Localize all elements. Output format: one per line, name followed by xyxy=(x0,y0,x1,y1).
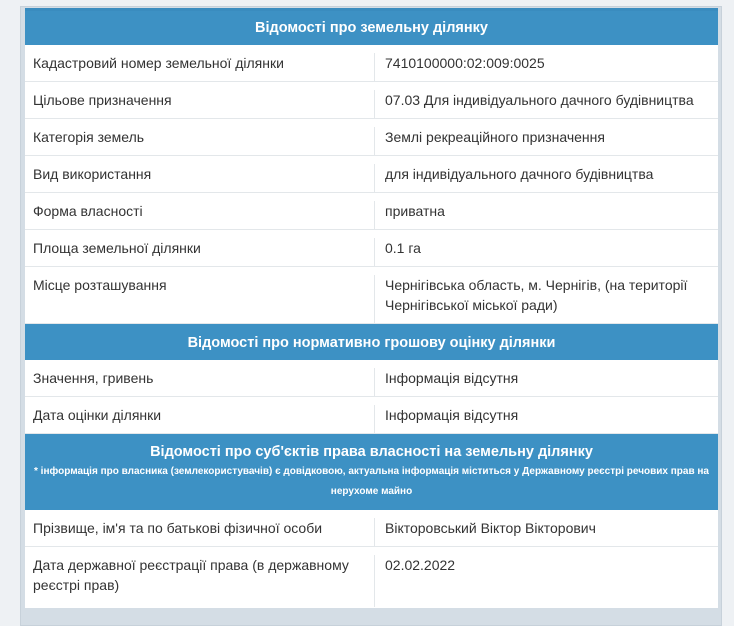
table-row-owner-name xyxy=(25,510,718,547)
table-row-usage-type xyxy=(25,156,718,193)
table-row-location xyxy=(25,267,718,324)
table-row-registration-date xyxy=(25,547,718,607)
row-label: Вид використання xyxy=(25,164,375,192)
row-value: 0.1 га xyxy=(385,240,421,256)
row-label: Місце розташування xyxy=(25,275,375,323)
row-label: Значення, гривень xyxy=(25,368,375,396)
row-label: Прізвище, ім'я та по батькові фізичної особи xyxy=(25,518,375,546)
row-value: 7410100000:02:009:0025 xyxy=(385,55,545,71)
row-value: 07.03 Для індивідуального дачного будівництва xyxy=(385,92,694,108)
row-label: Категорія земель xyxy=(25,127,375,155)
section-header-valuation: Відомості про нормативно грошову оцінку ділянки xyxy=(25,324,718,360)
row-value: Землі рекреаційного призначення xyxy=(385,129,605,145)
table-row-cadastral-number xyxy=(25,45,718,82)
row-value: приватна xyxy=(385,203,445,219)
table-row-area xyxy=(25,230,718,267)
row-label: Кадастровий номер земельної ділянки xyxy=(25,53,375,81)
row-label: Форма власності xyxy=(25,201,375,229)
row-value: Інформація відсутня xyxy=(385,407,519,423)
row-value: 02.02.2022 xyxy=(385,557,456,573)
table-row-ownership-form xyxy=(25,193,718,230)
land-plot-info-card xyxy=(25,8,718,608)
section-header-owners xyxy=(25,434,718,510)
row-label: Дата оцінки ділянки xyxy=(25,405,375,433)
table-row-valuation-date xyxy=(25,397,718,434)
owners-disclaimer-note: * інформація про власника (землекористувачів) є довідковою, актуальна інформація міститься у Державному реєстрі речових прав на нерухоме майно xyxy=(34,466,709,497)
row-value: Інформація відсутня xyxy=(385,370,519,386)
section-title-owners: Відомості про суб'єктів права власності на земельну ділянку xyxy=(150,444,593,460)
row-value: Вікторовський Віктор Вікторович xyxy=(385,520,596,536)
row-label: Цільове призначення xyxy=(25,90,375,118)
table-row-land-category xyxy=(25,119,718,156)
row-label: Площа земельної ділянки xyxy=(25,238,375,266)
row-value: для індивідуального дачного будівництва xyxy=(385,166,654,182)
table-row-valuation-amount xyxy=(25,360,718,397)
section-header-land-plot: Відомості про земельну ділянку xyxy=(25,11,718,45)
row-label: Дата державної реєстрації права (в державному реєстрі прав) xyxy=(25,555,375,607)
table-row-purpose xyxy=(25,82,718,119)
row-value: Чернігівська область, м. Чернігів, (на території Чернігівської міської ради) xyxy=(385,277,688,313)
